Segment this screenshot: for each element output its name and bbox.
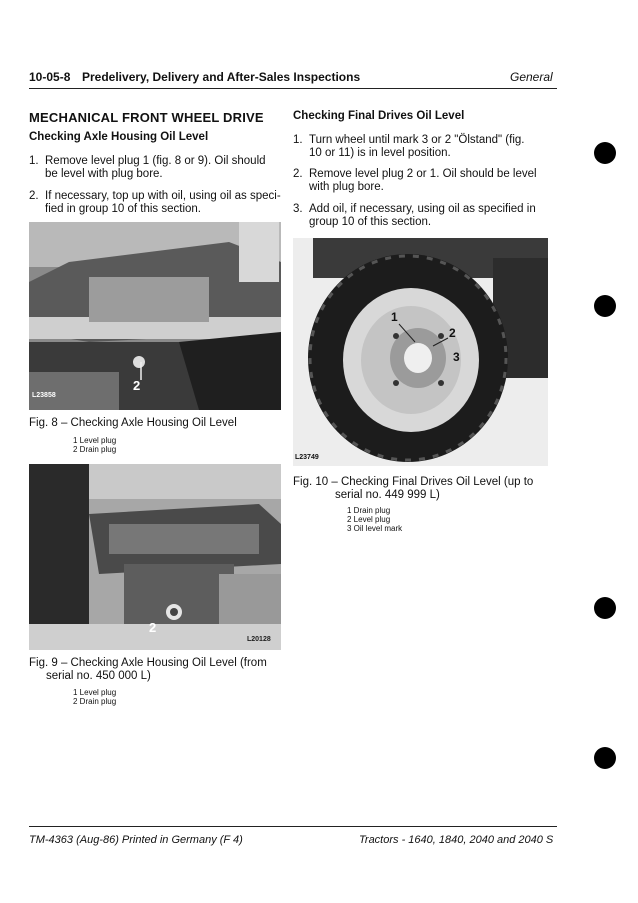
page-header-title: Predelivery, Delivery and After-Sales Inspections bbox=[82, 70, 361, 84]
legend-item: 2 Drain plug bbox=[73, 445, 117, 454]
step-number: 2. bbox=[293, 168, 303, 180]
footer-right: Tractors - 1640, 1840, 2040 and 2040 S bbox=[359, 834, 554, 846]
footer-rule bbox=[29, 826, 557, 827]
step-text-line: Remove level plug 1 (fig. 8 or 9). Oil should bbox=[45, 155, 266, 167]
step-item bbox=[29, 190, 284, 218]
fig9-caption-line: serial no. 450 000 L) bbox=[46, 670, 151, 682]
legend-item: 1 Level plug bbox=[73, 688, 117, 697]
fig10-photo bbox=[293, 238, 548, 466]
fig8-photo-id: L23858 bbox=[32, 392, 56, 399]
step-text-line: group 10 of this section. bbox=[309, 216, 432, 228]
step-item bbox=[293, 203, 558, 231]
step-text-line: be level with plug bore. bbox=[45, 168, 163, 180]
fig10-caption-line: Fig. 10 – Checking Final Drives Oil Level (up to bbox=[293, 476, 534, 488]
legend-item: 2 Drain plug bbox=[73, 697, 117, 706]
step-item bbox=[293, 168, 558, 196]
step-number: 3. bbox=[293, 203, 303, 215]
footer-left: TM-4363 (Aug-86) Printed in Germany (F 4) bbox=[29, 834, 243, 846]
legend-item: 3 Oil level mark bbox=[347, 524, 403, 533]
fig8-callout: 2 bbox=[133, 378, 141, 393]
legend-item: 1 Level plug bbox=[73, 436, 117, 445]
step-text-line: If necessary, top up with oil, using oil as speci- bbox=[45, 190, 281, 202]
fig9-caption-line: Fig. 9 – Checking Axle Housing Oil Level (from bbox=[29, 657, 267, 669]
punch-hole bbox=[594, 142, 616, 164]
step-number: 2. bbox=[29, 190, 39, 202]
step-text-line: fied in group 10 of this section. bbox=[45, 203, 201, 215]
subsection-title-final-drives: Checking Final Drives Oil Level bbox=[293, 110, 465, 122]
punch-hole bbox=[594, 295, 616, 317]
fig10-callout: 3 bbox=[453, 350, 460, 364]
step-number: 1. bbox=[293, 134, 303, 146]
subsection-title-axle: Checking Axle Housing Oil Level bbox=[29, 131, 209, 143]
step-number: 1. bbox=[29, 155, 39, 167]
fig9-photo bbox=[29, 464, 281, 650]
section-title: MECHANICAL FRONT WHEEL DRIVE bbox=[29, 110, 264, 125]
fig9-photo-id: L20128 bbox=[247, 636, 271, 643]
fig10-photo-art bbox=[293, 238, 548, 466]
step-text-line: Add oil, if necessary, using oil as specified in bbox=[309, 203, 536, 215]
legend-item: 2 Level plug bbox=[347, 515, 391, 524]
fig8-photo-art bbox=[29, 222, 281, 410]
page-number: 10-05-8 bbox=[29, 70, 71, 84]
step-text-line: 10 or 11) is in level position. bbox=[309, 147, 451, 159]
step-item bbox=[293, 134, 558, 162]
punch-hole bbox=[594, 597, 616, 619]
step-item bbox=[29, 155, 284, 183]
legend-item: 1 Drain plug bbox=[347, 506, 391, 515]
fig10-callout: 1 bbox=[391, 310, 398, 324]
fig10-photo-id: L23749 bbox=[295, 454, 319, 461]
header-rule bbox=[29, 88, 557, 89]
fig10-callout: 2 bbox=[449, 326, 456, 340]
fig8-caption: Fig. 8 – Checking Axle Housing Oil Level bbox=[29, 417, 237, 429]
fig9-callout: 2 bbox=[149, 620, 157, 635]
fig10-caption-line: serial no. 449 999 L) bbox=[335, 489, 440, 501]
fig8-photo bbox=[29, 222, 281, 410]
step-text-line: Remove level plug 2 or 1. Oil should be level bbox=[309, 168, 537, 180]
step-text-line: with plug bore. bbox=[309, 181, 384, 193]
step-text-line: Turn wheel until mark 3 or 2 "Ölstand" (fig. bbox=[309, 134, 525, 146]
page-header-section: General bbox=[510, 70, 553, 84]
punch-hole bbox=[594, 747, 616, 769]
